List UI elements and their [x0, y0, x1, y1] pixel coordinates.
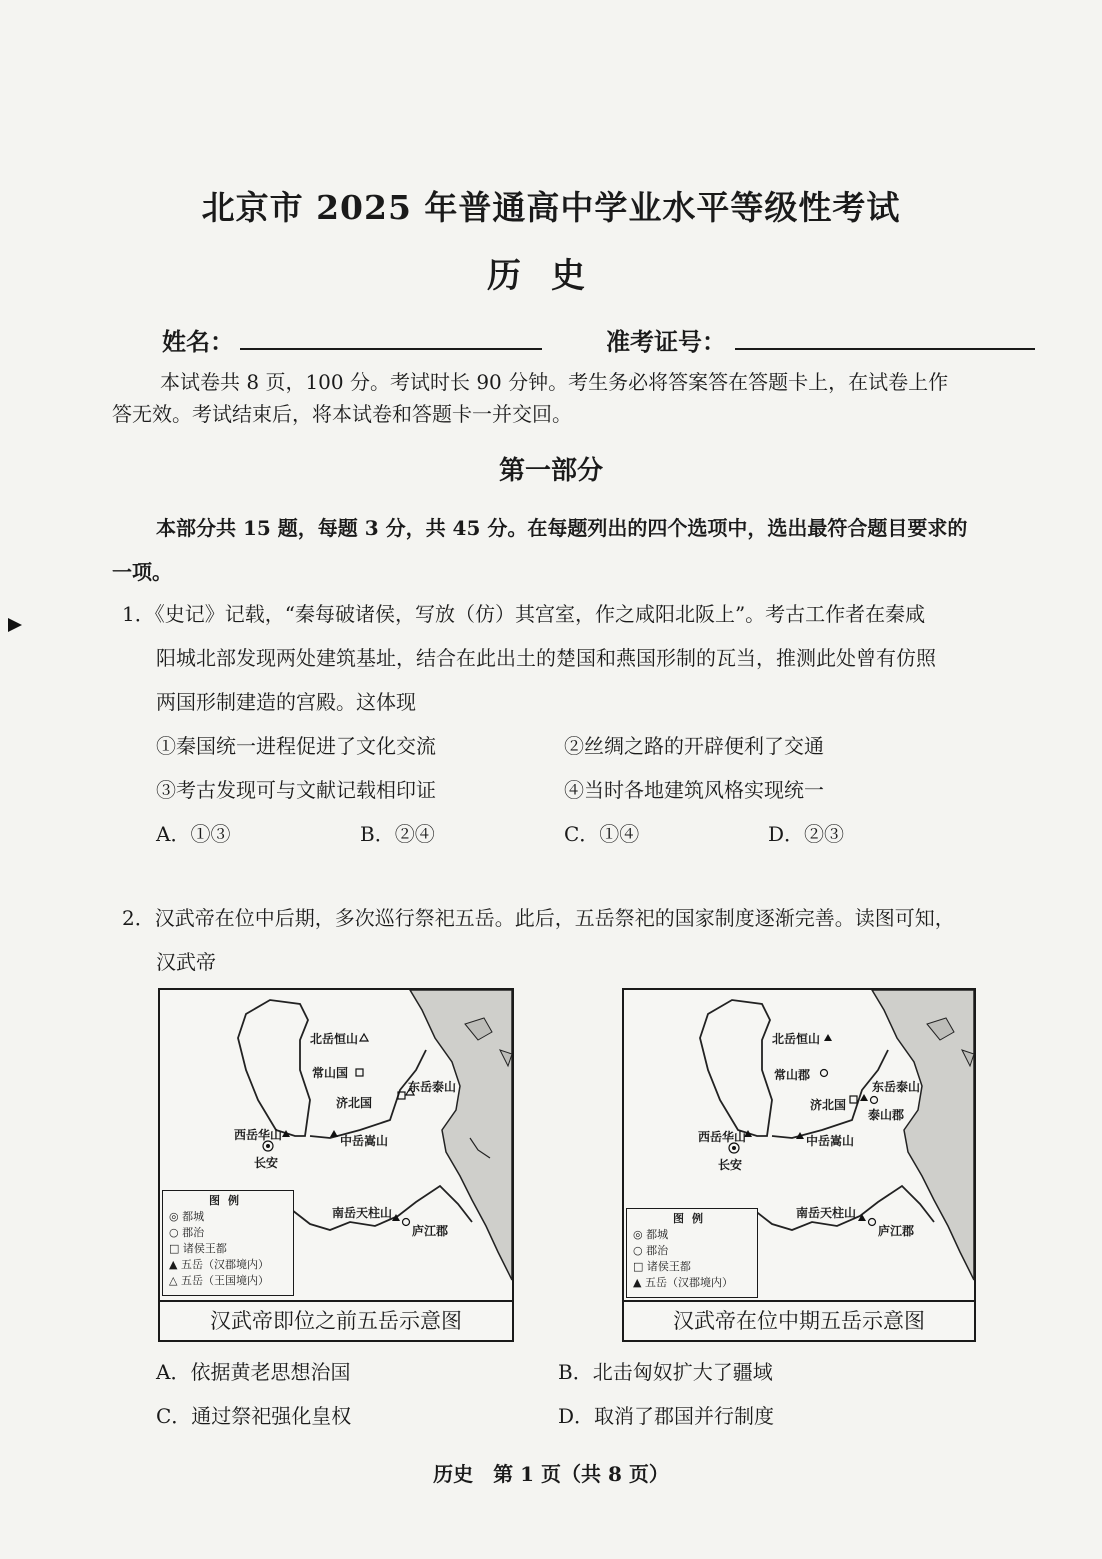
name-field[interactable]: [240, 348, 542, 350]
label-south: 南岳天柱山: [332, 1206, 393, 1220]
map-caption-before: 汉武帝即位之前五岳示意图: [160, 1300, 512, 1340]
label-west: 西岳华山: [234, 1128, 283, 1142]
legend-item-mountain-han: ▲ 五岳（汉郡境内）: [169, 1258, 269, 1271]
q2-line2: 汉武帝: [156, 950, 216, 974]
label-lujiang: 庐江郡: [412, 1224, 449, 1238]
legend-item-kingdom: □ 诸侯王都: [633, 1260, 691, 1273]
q2-line1: 2．汉武帝在位中后期，多次巡行祭祀五岳。此后，五岳祭祀的国家制度逐渐完善。读图可知，: [122, 906, 955, 930]
legend-item-mountain-kingdom: △ 五岳（王国境内）: [169, 1274, 269, 1287]
q1-line1: 1．《史记》记载，“秦每破诸侯，写放（仿）其宫室，作之咸阳北阪上”。考古工作者在秦咸: [122, 602, 926, 626]
mountain-hollow-icon-north: [360, 1034, 368, 1041]
q2-option-a[interactable]: A．依据黄老思想治国: [156, 1360, 351, 1384]
part-desc-line1: 本部分共 15 题，每题 3 分，共 45 分。在每题列出的四个选项中，选出最符合题目要求的: [156, 516, 968, 540]
legend-title: 图例: [209, 1194, 247, 1207]
legend-item-mountain-han: ▲ 五岳（汉郡境内）: [633, 1276, 733, 1289]
q1-item-2: ②丝绸之路的开辟便利了交通: [564, 734, 824, 758]
label-lujiang: 庐江郡: [878, 1224, 915, 1238]
kingdom-capital-icon-jibei: [850, 1096, 857, 1103]
part-desc-line2: 一项。: [112, 560, 172, 584]
legend-item-kingdom: □ 诸侯王都: [169, 1242, 227, 1255]
id-label: 准考证号：: [606, 327, 726, 356]
map-caption-mid: 汉武帝在位中期五岳示意图: [624, 1300, 974, 1340]
q1-option-c[interactable]: C．①④: [564, 822, 640, 846]
label-changan: 长安: [254, 1156, 279, 1170]
yellow-river-bend: [700, 1000, 772, 1136]
subject-title: 历史: [487, 256, 615, 296]
map-before-reign: [158, 988, 514, 1342]
label-west: 西岳华山: [698, 1130, 747, 1144]
capital-dot-changan: [266, 1144, 270, 1148]
label-changan: 长安: [718, 1158, 743, 1172]
q1-item-1: ①秦国统一进程促进了文化交流: [156, 734, 436, 758]
label-south: 南岳天柱山: [796, 1206, 857, 1220]
commandery-icon-lujiang: [869, 1219, 876, 1226]
label-north: 北岳恒山: [310, 1032, 359, 1046]
q2-option-b[interactable]: B．北击匈奴扩大了疆域: [558, 1360, 773, 1384]
label-jibei: 济北国: [336, 1096, 373, 1110]
label-center: 中岳嵩山: [340, 1134, 389, 1148]
legend-title: 图例: [673, 1212, 711, 1225]
q2-option-c[interactable]: C．通过祭祀强化皇权: [156, 1404, 352, 1428]
map-legend-mid: [626, 1208, 758, 1298]
label-jibei: 济北国: [810, 1098, 847, 1112]
label-north: 北岳恒山: [772, 1032, 821, 1046]
commandery-icon-taishan: [871, 1097, 878, 1104]
q1-option-d[interactable]: D．②③: [768, 822, 845, 846]
legend-item-commandery: ○ 郡治: [169, 1226, 205, 1239]
label-taishan: 泰山郡: [868, 1108, 905, 1122]
q1-option-b[interactable]: B．②④: [360, 822, 435, 846]
mountain-solid-icon-north: [824, 1034, 832, 1041]
commandery-icon-changshan: [821, 1070, 828, 1077]
commandery-icon-lujiang: [403, 1219, 410, 1226]
yellow-river-lower: [772, 1050, 888, 1138]
legend-item-commandery: ○ 郡治: [633, 1244, 669, 1257]
map-mid-reign: [622, 988, 976, 1342]
name-label: 姓名：: [162, 327, 234, 356]
exam-title: 北京市 2025 年普通高中学业水平等级性考试: [201, 188, 901, 227]
q1-line3: 两国形制建造的宫殿。这体现: [156, 690, 416, 714]
label-changshan: 常山国: [312, 1066, 349, 1080]
page-footer: 历史 第 1 页（共 8 页）: [433, 1462, 669, 1486]
q1-item-4: ④当时各地建筑风格实现统一: [564, 778, 824, 802]
q1-item-3: ③考古发现可与文献记载相印证: [156, 778, 436, 802]
q2-option-d[interactable]: D．取消了郡国并行制度: [558, 1404, 775, 1428]
map-legend-before: [162, 1190, 294, 1296]
yellow-river-bend: [238, 1000, 310, 1136]
mountain-solid-icon-center: [330, 1130, 338, 1137]
legend-item-capital: ◎ 都城: [169, 1210, 205, 1223]
instructions-line2: 答无效。考试结束后，将本试卷和答题卡一并交回。: [112, 402, 572, 426]
instructions-line1: 本试卷共 8 页，100 分。考试时长 90 分钟。考生务必将答案答在答题卡上，在试卷上作: [160, 370, 949, 394]
label-east: 东岳泰山: [408, 1080, 457, 1094]
label-changshan: 常山郡: [774, 1068, 811, 1082]
id-field[interactable]: [735, 348, 1035, 350]
part-heading: 第一部分: [498, 456, 603, 486]
capital-dot-changan: [732, 1146, 736, 1150]
label-east: 东岳泰山: [872, 1080, 921, 1094]
label-center: 中岳嵩山: [806, 1134, 855, 1148]
q1-line2: 阳城北部发现两处建筑基址，结合在此出土的楚国和燕国形制的瓦当，推测此处曾有仿照: [156, 646, 936, 670]
mountain-solid-icon-south: [858, 1214, 866, 1221]
kingdom-capital-icon-changshan: [356, 1069, 363, 1076]
margin-marker: [8, 618, 22, 632]
legend-item-capital: ◎ 都城: [633, 1228, 669, 1241]
q1-option-a[interactable]: A．①③: [156, 822, 231, 846]
